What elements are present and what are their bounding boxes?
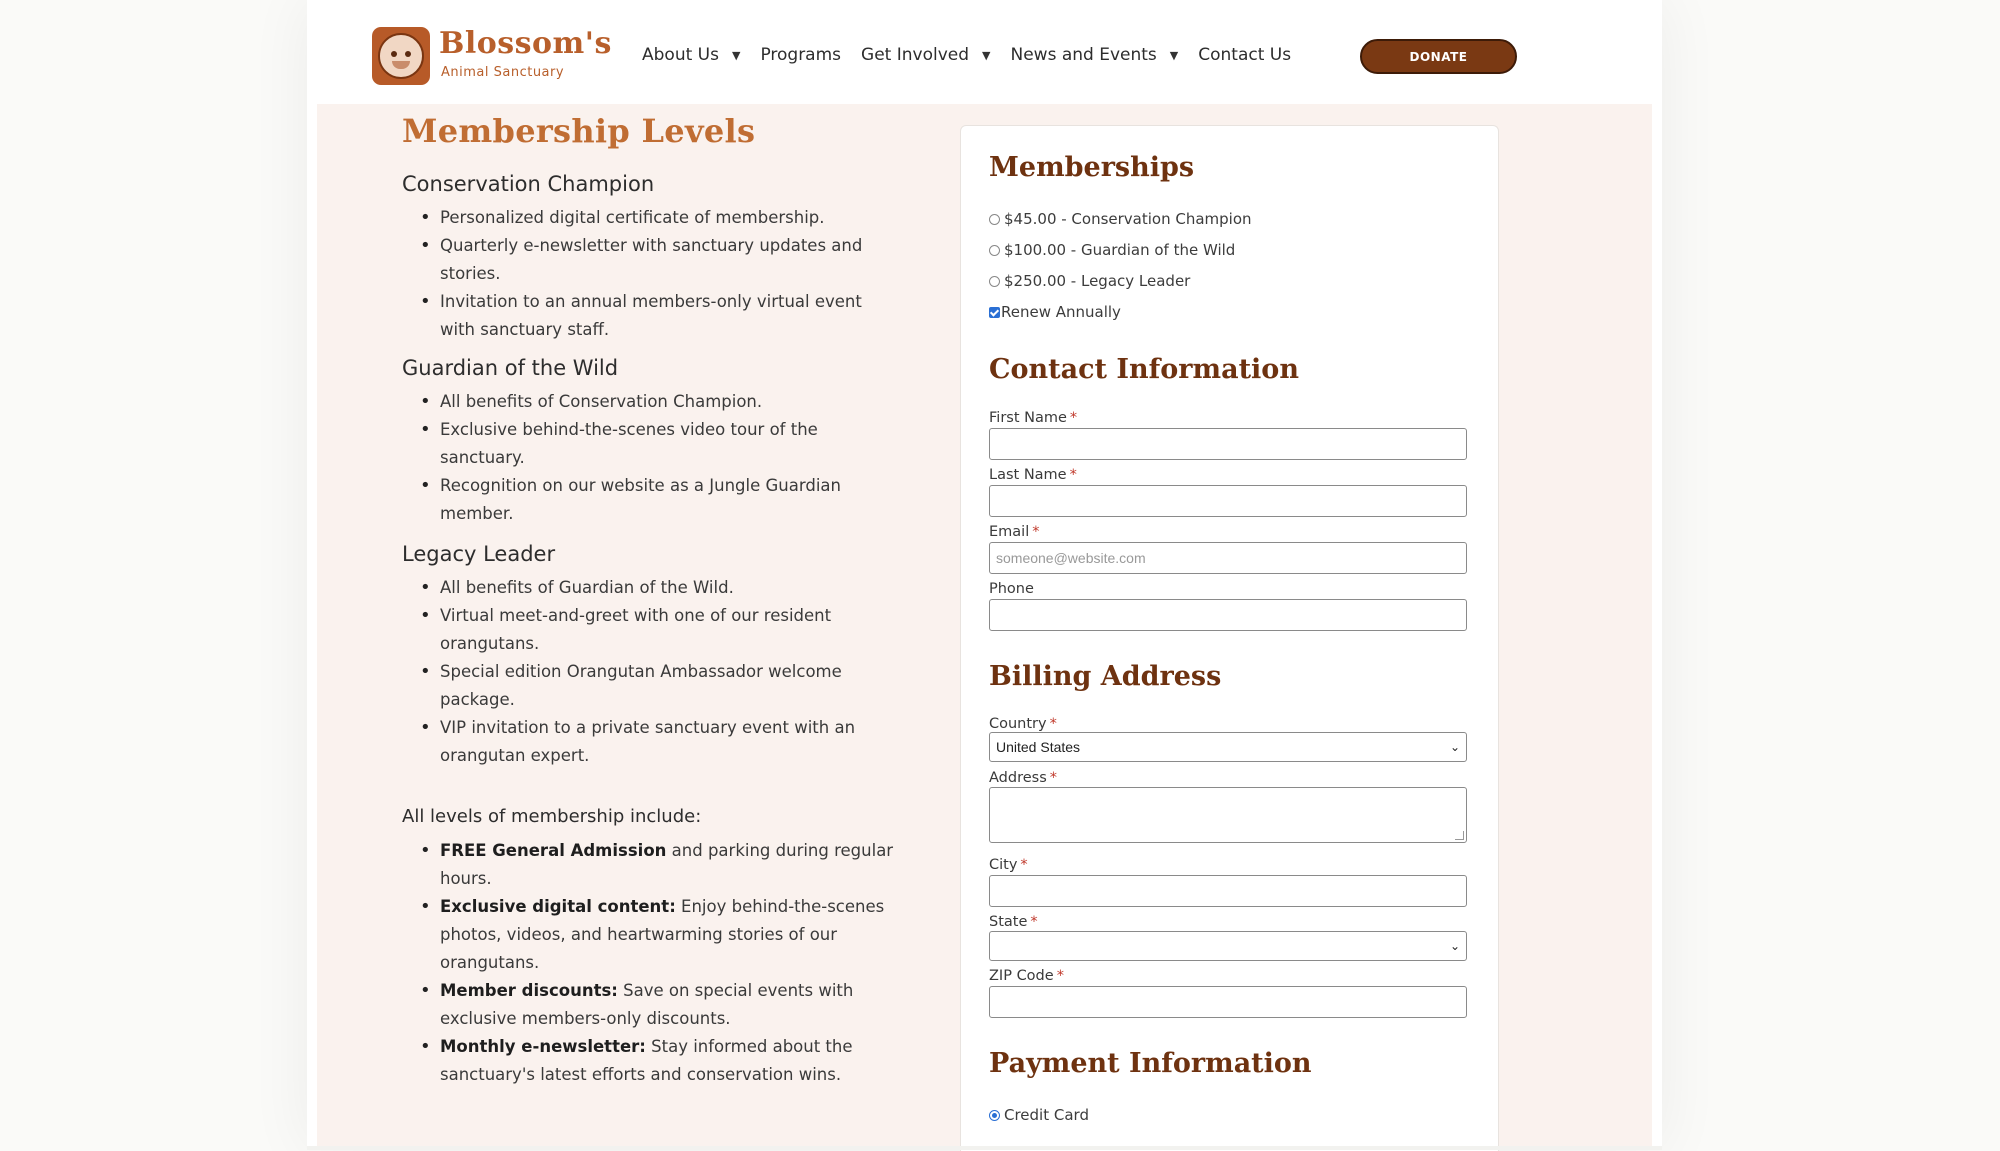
list-item: • All benefits of Conservation Champion. bbox=[440, 388, 902, 416]
billing-address-heading: Billing Address bbox=[989, 661, 1222, 692]
memberships-heading: Memberships bbox=[989, 152, 1195, 183]
list-item: • All benefits of Guardian of the Wild. bbox=[440, 574, 902, 602]
nav-item-news-and-events[interactable] bbox=[1011, 45, 1179, 65]
last-name-label: Last Name * bbox=[989, 467, 1077, 483]
bottom-edge bbox=[307, 1146, 1662, 1150]
membership-option-legacy-leader[interactable] bbox=[989, 272, 1190, 290]
page-title: Membership Levels bbox=[402, 112, 756, 150]
brand-tagline: Animal Sanctuary bbox=[441, 65, 565, 80]
renew-annually-checkbox[interactable] bbox=[989, 303, 1121, 321]
state-label: State * bbox=[989, 914, 1038, 930]
list-item: • Quarterly e-newsletter with sanctuary updates and stories. bbox=[440, 232, 902, 288]
membership-levels-section bbox=[402, 112, 902, 1089]
city-input[interactable] bbox=[989, 875, 1467, 907]
option-label: $45.00 - Conservation Champion bbox=[1004, 210, 1252, 228]
included-list bbox=[402, 837, 902, 1089]
benefit-list bbox=[402, 388, 902, 528]
caret-down-icon: ▼ bbox=[731, 48, 741, 62]
nav-label: Contact Us bbox=[1198, 45, 1292, 65]
item-bold: Monthly e-newsletter: bbox=[440, 1037, 646, 1056]
option-label: $100.00 - Guardian of the Wild bbox=[1004, 241, 1236, 259]
radio-button[interactable] bbox=[989, 214, 1000, 225]
brand-name[interactable]: Blossom's bbox=[439, 26, 612, 61]
membership-option-guardian-of-the-wild[interactable] bbox=[989, 241, 1235, 259]
caret-down-icon: ▼ bbox=[1169, 48, 1179, 62]
membership-option-conservation-champion[interactable] bbox=[989, 210, 1252, 228]
option-label: Credit Card bbox=[1004, 1106, 1089, 1124]
item-text: and parking during regular hours. bbox=[440, 841, 894, 888]
item-text: Stay informed about the sanctuary's latest efforts and conservation wins. bbox=[440, 1037, 853, 1084]
main-nav bbox=[642, 45, 1311, 65]
radio-button-selected[interactable] bbox=[989, 1110, 1000, 1121]
page-margin-right bbox=[1652, 0, 2000, 1150]
benefit-list bbox=[402, 574, 902, 770]
nav-label: Programs bbox=[760, 45, 842, 65]
item-bold: Exclusive digital content: bbox=[440, 897, 676, 916]
orangutan-logo-icon[interactable] bbox=[372, 27, 430, 85]
level-title: Conservation Champion bbox=[402, 172, 655, 196]
nav-item-about-us[interactable] bbox=[642, 45, 740, 65]
payment-information-heading: Payment Information bbox=[989, 1048, 1312, 1079]
country-select[interactable] bbox=[989, 732, 1467, 762]
list-item bbox=[440, 1033, 902, 1089]
level-title: Legacy Leader bbox=[402, 542, 556, 566]
chevron-down-icon: ⌄ bbox=[1449, 939, 1460, 953]
nav-item-get-involved[interactable] bbox=[861, 45, 990, 65]
all-levels-heading: All levels of membership include: bbox=[402, 806, 702, 827]
list-item bbox=[440, 893, 902, 977]
phone-label: Phone bbox=[989, 581, 1034, 597]
checkbox-label: Renew Annually bbox=[1001, 303, 1121, 321]
list-item: • Virtual meet-and-greet with one of our resident orangutans. bbox=[440, 602, 902, 658]
first-name-input[interactable] bbox=[989, 428, 1467, 460]
page-margin-left bbox=[0, 0, 307, 1150]
country-label: Country * bbox=[989, 716, 1057, 732]
list-item: • Recognition on our website as a Jungle Guardian member. bbox=[440, 472, 902, 528]
nav-label: Get Involved bbox=[861, 45, 970, 65]
list-item: • Special edition Orangutan Ambassador welcome package. bbox=[440, 658, 902, 714]
resize-handle-icon[interactable] bbox=[1455, 831, 1464, 840]
level-title: Guardian of the Wild bbox=[402, 356, 619, 380]
checkbox-checked-icon[interactable] bbox=[989, 307, 1000, 318]
list-item: • Exclusive behind-the-scenes video tour of the sanctuary. bbox=[440, 416, 902, 472]
list-item: • Invitation to an annual members-only virtual event with sanctuary staff. bbox=[440, 288, 902, 344]
address-label: Address * bbox=[989, 770, 1057, 786]
logo-eye bbox=[405, 51, 411, 57]
list-item bbox=[440, 977, 902, 1033]
nav-label: News and Events bbox=[1010, 45, 1157, 65]
logo-eye bbox=[391, 51, 397, 57]
benefit-list bbox=[402, 204, 902, 344]
item-bold: FREE General Admission bbox=[440, 841, 667, 860]
radio-button[interactable] bbox=[989, 276, 1000, 287]
chevron-down-icon: ⌄ bbox=[1449, 740, 1460, 754]
logo-face bbox=[378, 33, 424, 79]
credit-card-option[interactable] bbox=[989, 1106, 1089, 1124]
list-item: • VIP invitation to a private sanctuary event with an orangutan expert. bbox=[440, 714, 902, 770]
email-label: Email * bbox=[989, 524, 1040, 540]
option-label: $250.00 - Legacy Leader bbox=[1004, 272, 1191, 290]
list-item: • Personalized digital certificate of membership. bbox=[440, 204, 902, 232]
address-textarea[interactable] bbox=[989, 787, 1467, 843]
item-text: Enjoy behind-the-scenes photos, videos, and heartwarming stories of our orangutans. bbox=[440, 897, 885, 972]
site-header bbox=[317, 10, 1652, 104]
membership-form-card bbox=[960, 125, 1499, 1151]
zip-code-input[interactable] bbox=[989, 986, 1467, 1018]
zip-code-label: ZIP Code * bbox=[989, 968, 1064, 984]
logo-mouth bbox=[392, 61, 410, 69]
last-name-input[interactable] bbox=[989, 485, 1467, 517]
email-input[interactable]: someone@website.com bbox=[989, 542, 1467, 574]
city-label: City * bbox=[989, 857, 1028, 873]
nav-item-programs[interactable] bbox=[760, 45, 841, 65]
first-name-label: First Name * bbox=[989, 410, 1078, 426]
phone-input[interactable] bbox=[989, 599, 1467, 631]
caret-down-icon: ▼ bbox=[982, 48, 991, 62]
state-select[interactable] bbox=[989, 931, 1467, 961]
list-item bbox=[440, 837, 902, 893]
contact-information-heading: Contact Information bbox=[989, 354, 1299, 385]
nav-label: About Us bbox=[642, 45, 719, 65]
donate-button[interactable]: DONATE bbox=[1360, 39, 1517, 74]
nav-item-contact-us[interactable] bbox=[1198, 45, 1291, 65]
radio-button[interactable] bbox=[989, 245, 1000, 256]
item-text: Save on special events with exclusive members-only discounts. bbox=[440, 981, 854, 1028]
item-bold: Member discounts: bbox=[440, 981, 618, 1000]
select-value: United States bbox=[996, 739, 1081, 755]
